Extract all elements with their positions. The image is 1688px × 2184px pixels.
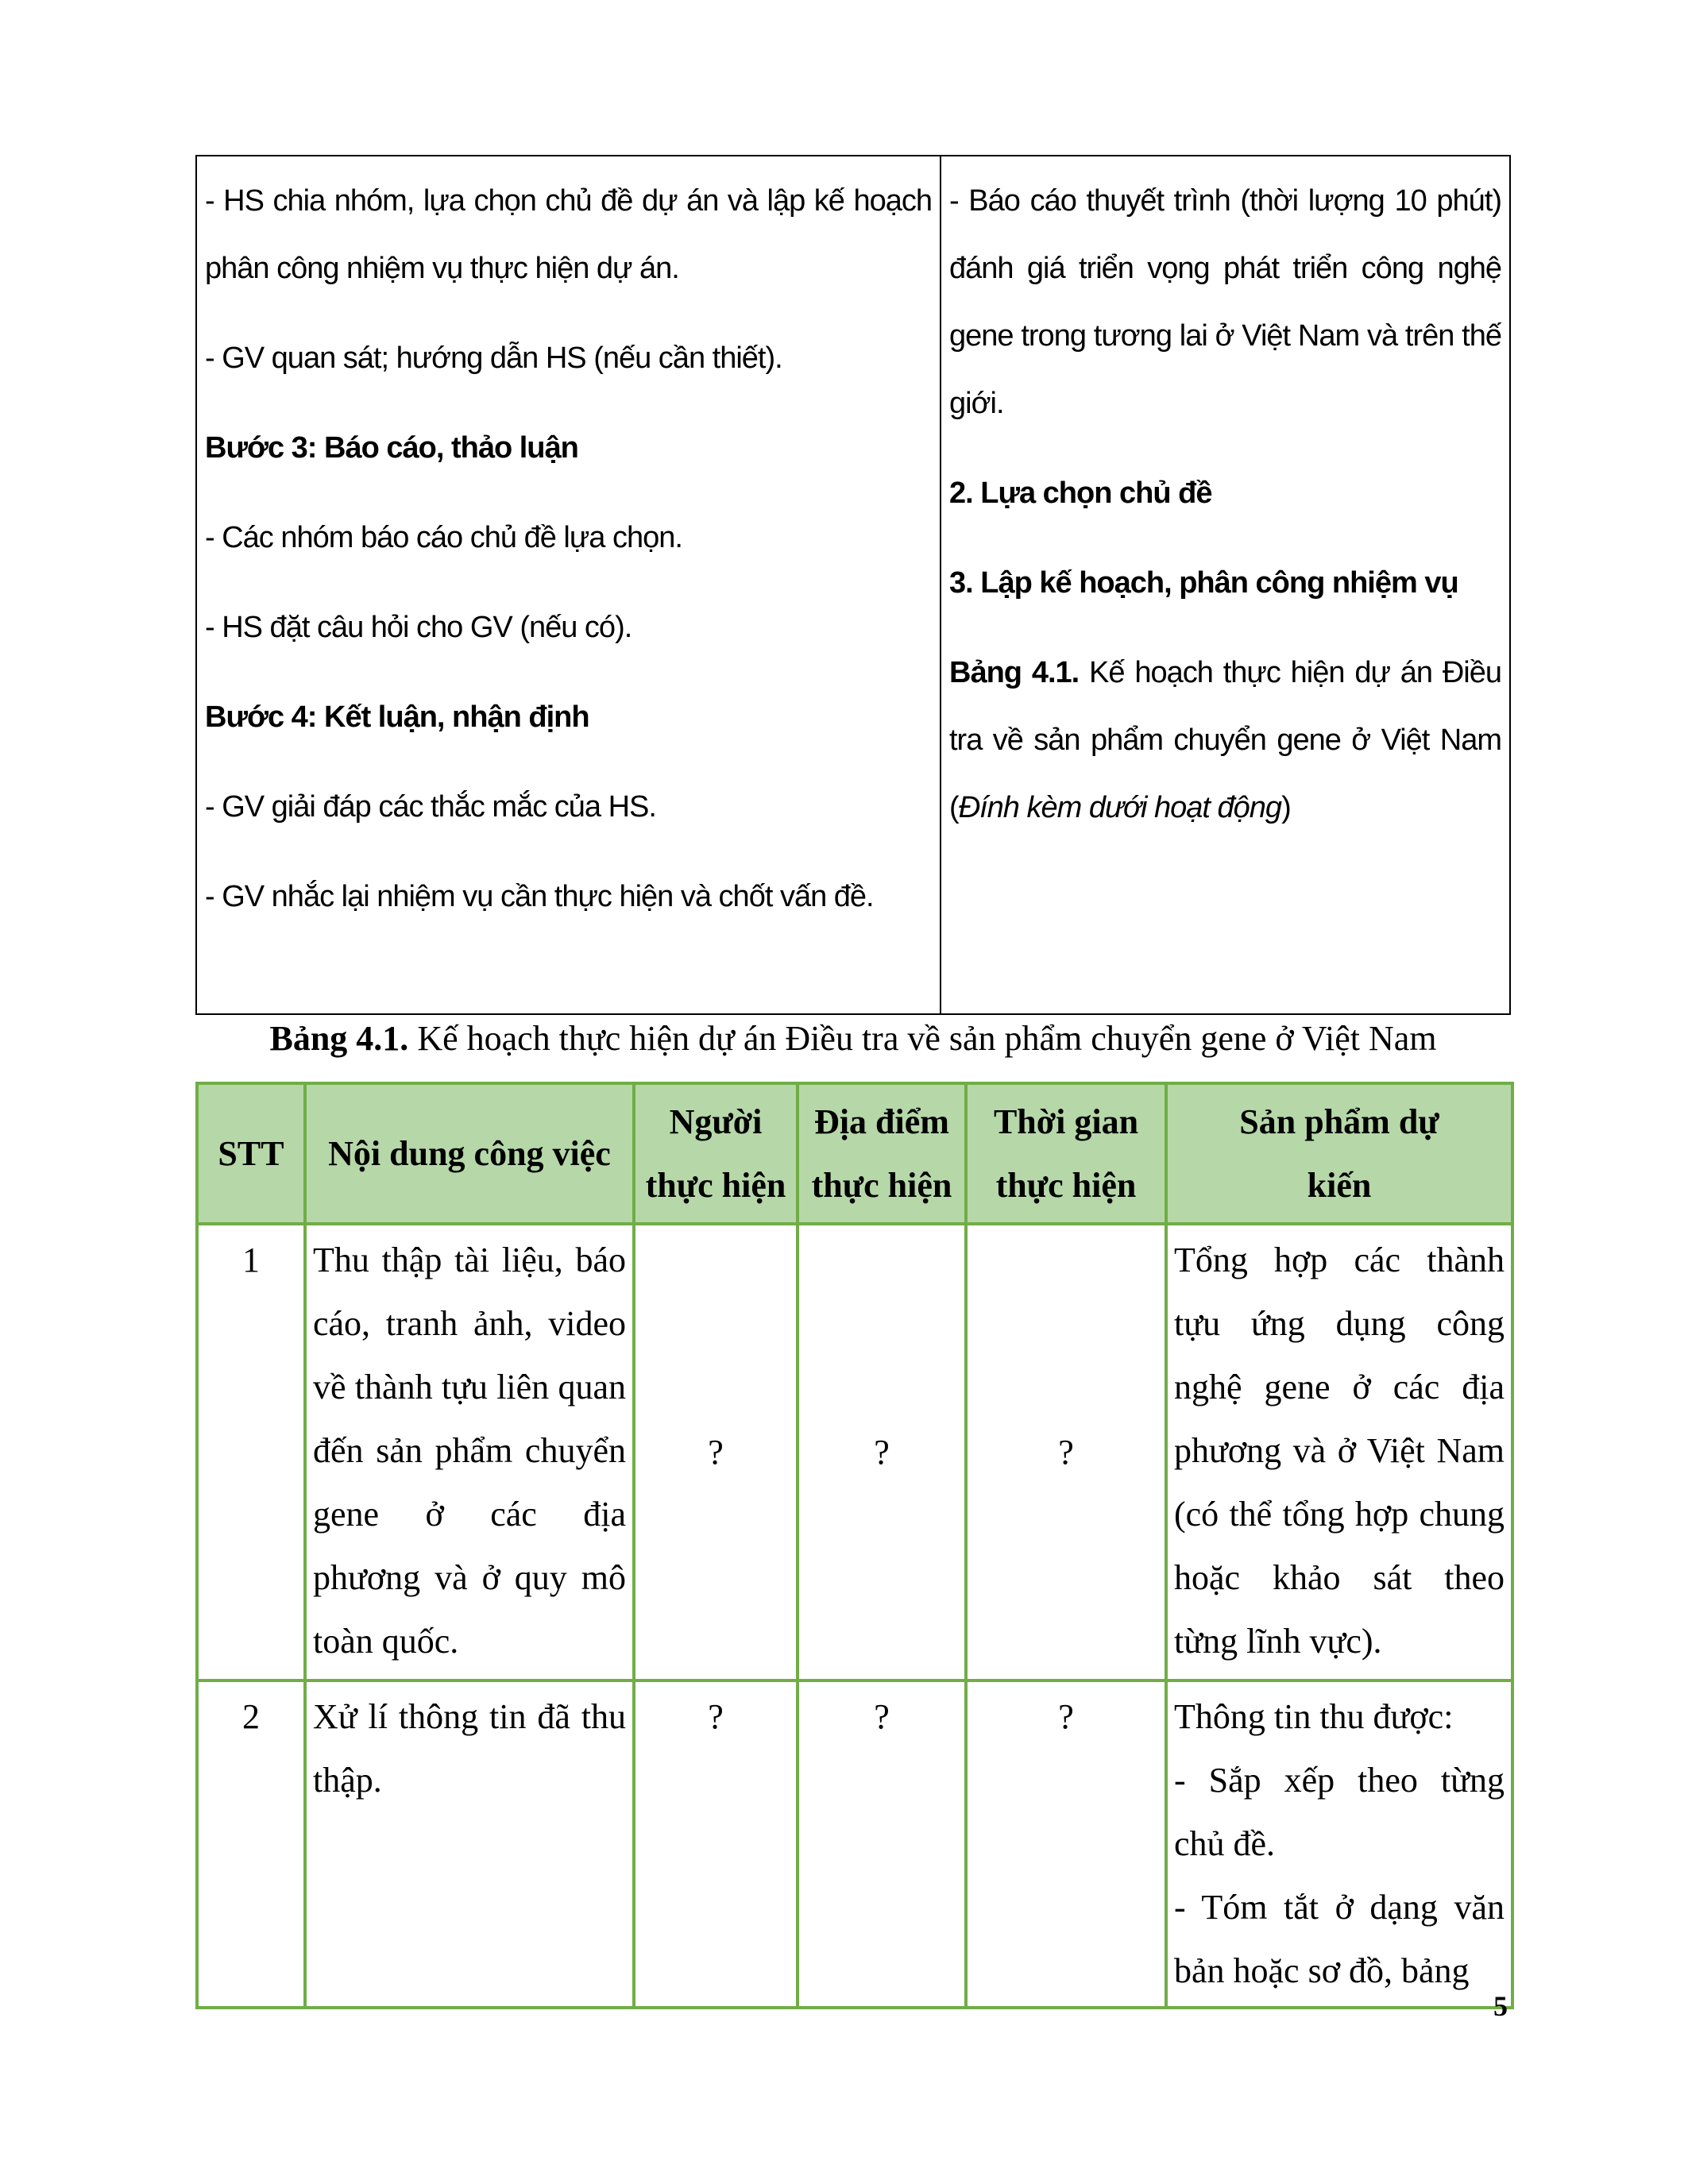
cell-person: ?: [634, 1224, 798, 1680]
cell-product: [1166, 1680, 1512, 2008]
cell-place: ?: [798, 1680, 966, 2008]
plan-table: [195, 1082, 1514, 2009]
header-person: Người thực hiện: [634, 1083, 798, 1224]
section-heading: 2. Lựa chọn chủ đề: [949, 477, 1212, 510]
step-heading: Bước 3: Báo cáo, thảo luận: [205, 431, 578, 465]
table-row: [197, 1680, 1512, 2008]
step-text: - GV giải đáp các thắc mắc của HS.: [205, 790, 656, 824]
cell-time: ?: [966, 1680, 1166, 2008]
header-place: Địa điểm thực hiện: [798, 1083, 966, 1224]
activity-right-column: [941, 156, 1509, 1013]
header-content: Nội dung công việc: [305, 1083, 634, 1224]
step-heading: Bước 4: Kết luận, nhận định: [205, 700, 589, 734]
section-heading: 3. Lập kế hoạch, phân công nhiệm vụ: [949, 566, 1458, 600]
cell-person: ?: [634, 1680, 798, 2008]
cell-content: Thu thập tài liệu, báo cáo, tranh ảnh, video về thành tựu liên quan đến sản phẩm chuyển gene ở các địa phương và ở quy mô toàn quốc.: [305, 1224, 634, 1680]
cell-stt: 1: [197, 1224, 305, 1680]
step-text: - GV quan sát; hướng dẫn HS (nếu cần thiết).: [205, 341, 782, 375]
step-text: - HS chia nhóm, lựa chọn chủ đề dự án và lập kế hoạch phân công nhiệm vụ thực hiện dự án.: [205, 184, 932, 285]
header-product: Sản phẩm dự kiến: [1166, 1083, 1512, 1224]
cell-product: Tổng hợp các thành tựu ứng dụng công nghệ gene ở các địa phương và ở Việt Nam (có thể tổng hợp chung hoặc khảo sát theo từng lĩnh vực).: [1166, 1224, 1512, 1680]
cell-content: Xử lí thông tin đã thu thập.: [305, 1680, 634, 2008]
step-text: - Các nhóm báo cáo chủ đề lựa chọn.: [205, 521, 682, 554]
table-caption: Bảng 4.1. Kế hoạch thực hiện dự án Điều tra về sản phẩm chuyển gene ở Việt Nam: [269, 1019, 1437, 1058]
header-stt: STT: [197, 1083, 305, 1224]
product-line: Thông tin thu được:: [1174, 1697, 1454, 1736]
product-line: - Tóm tắt ở dạng văn bản hoặc sơ đồ, bảng: [1174, 1888, 1505, 1990]
product-text: - Báo cáo thuyết trình (thời lượng 10 phút) đánh giá triển vọng phát triển công nghệ gene trong tương lai ở Việt Nam và trên thế giới.: [949, 184, 1501, 420]
step-text: - HS đặt câu hỏi cho GV (nếu có).: [205, 611, 632, 644]
header-time: Thời gian thực hiện: [966, 1083, 1166, 1224]
cell-time: ?: [966, 1224, 1166, 1680]
activity-table: [195, 155, 1511, 1015]
table-header-row: [197, 1083, 1512, 1224]
table-reference: Bảng 4.1. Kế hoạch thực hiện dự án Điều tra về sản phẩm chuyển gene ở Việt Nam (Đính kèm dưới hoạt động): [949, 656, 1501, 824]
step-text: - GV nhắc lại nhiệm vụ cần thực hiện và chốt vấn đề.: [205, 880, 874, 913]
activity-left-column: [197, 156, 941, 1013]
cell-place: ?: [798, 1224, 966, 1680]
page-number: 5: [1493, 1990, 1508, 2022]
table-row: [197, 1224, 1512, 1680]
cell-stt: 2: [197, 1680, 305, 2008]
product-line: - Sắp xếp theo từng chủ đề.: [1174, 1761, 1505, 1863]
